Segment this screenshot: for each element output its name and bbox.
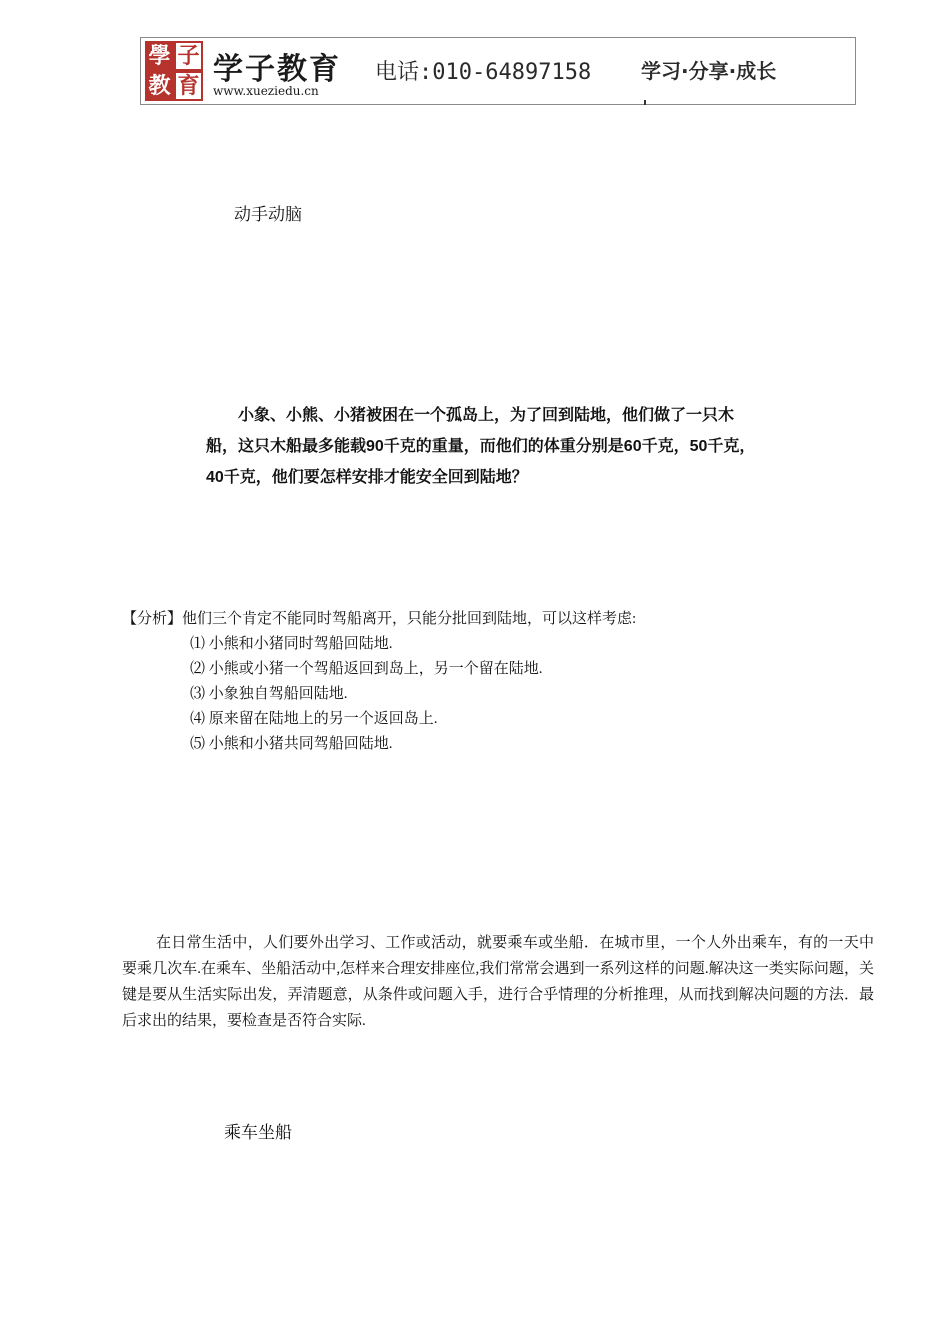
logo-seal [145,41,203,101]
section-title-ride: 乘车坐船 [224,1123,292,1142]
logo-seal-char: 育 [174,71,203,101]
logo-seal-char: 學 [145,41,174,71]
header-tick-mark [644,100,646,105]
problem-statement: 小象、小熊、小猪被困在一个孤岛上，为了回到陆地，他们做了一只木船，这只木船最多能载90千克的重量，而他们的体重分别是60千克，50千克，40千克，他们要怎样安排才能安全回到陆地？ [206,407,756,486]
analysis-step: ⑶ 小象独自驾船回陆地. [190,686,348,702]
section-title-hands-on: 动手动脑 [234,205,302,224]
analysis-lead: 【分析】他们三个肯定不能同时驾船离开，只能分批回到陆地，可以这样考虑: [122,611,637,627]
header-phone: 电话:010-64897158 [375,60,592,85]
analysis-step: ⑸ 小熊和小猪共同驾船回陆地. [190,736,393,752]
header-slogan: 学习·分享·成长 [641,59,777,83]
analysis-steps [122,632,842,757]
analysis-step: ⑵ 小熊或小猪一个驾船返回到岛上，另一个留在陆地. [190,661,543,677]
intro-paragraph: 在日常生活中，人们要外出学习、工作或活动，就要乘车或坐船．在城市里，一个人外出乘车，有的一天中要乘几次车.在乘车、坐船活动中,怎样来合理安排座位,我们常常会遇到一系列这样的问题.解决这一类实际问题，关键是要从生活实际出发，弄清题意，从条件或问题入手，进行合乎情理的分析推理，从而找到解决问题的方法．最后求出的结果，要检查是否符合实际. [122,935,874,1029]
page-header [140,37,856,105]
analysis-block [122,607,842,757]
logo-seal-char: 子 [174,41,203,71]
analysis-step: ⑴ 小熊和小猪同时驾船回陆地. [190,636,393,652]
analysis-step: ⑷ 原来留在陆地上的另一个返回岛上. [190,711,438,727]
brand-url: www.xueziedu.cn [213,84,319,98]
logo-seal-grid [145,41,203,101]
brand-name: 学子教育 [213,52,341,87]
logo-seal-char: 教 [145,71,174,101]
